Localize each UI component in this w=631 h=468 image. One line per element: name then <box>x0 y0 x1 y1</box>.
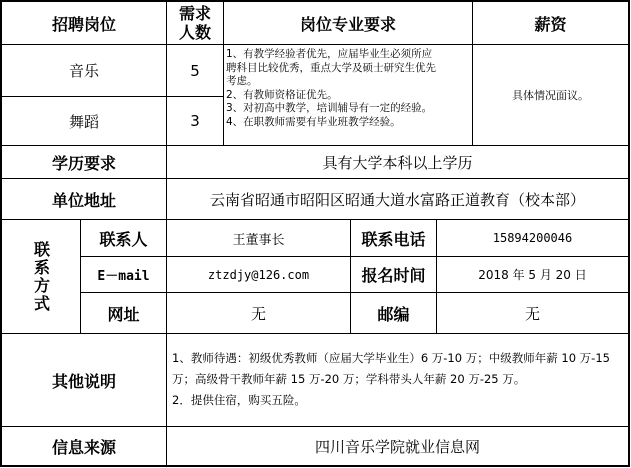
requirements-line: 3、对初高中教学，培训辅导有一定的经验。 <box>226 102 433 114</box>
address-value: 云南省昭通市昭阳区昭通大道水富路正道教育（校本部） <box>209 190 585 209</box>
source-value: 四川音乐学院就业信息网 <box>314 437 480 456</box>
requirements-line: 4、在职教师需要有毕业班教学经验。 <box>226 115 401 128</box>
requirements-line: 2、有教师资格证优先。 <box>226 88 338 101</box>
contact-person-value: 王董事长 <box>232 232 285 248</box>
contact-date-label: 报名时间 <box>361 266 426 285</box>
contact-postcode-value: 无 <box>524 304 540 323</box>
position-name: 音乐 <box>68 62 99 80</box>
education-label: 学历要求 <box>51 153 116 173</box>
contact-email-label: E－mail <box>97 269 150 284</box>
contact-date-value: 2018 年 5 月 20 日 <box>478 268 587 282</box>
other-line: 万；高级骨干教师年薪 15 万-20 万；学科带头人年薪 20 万-25 万。 <box>172 372 526 386</box>
contact-website-value: 无 <box>250 304 266 323</box>
salary-text: 具体情况面议。 <box>512 89 589 102</box>
contact-email-value[interactable]: ztzdjy@126.com <box>207 267 310 282</box>
contact-phone-value: 15894200046 <box>492 231 573 245</box>
contact-postcode-label: 邮编 <box>377 304 410 324</box>
source-label: 信息来源 <box>51 437 116 457</box>
education-value: 具有大学本科以上学历 <box>322 153 473 172</box>
header-salary: 薪资 <box>534 14 567 34</box>
header-requirements: 岗位专业要求 <box>299 14 396 34</box>
requirements-text <box>226 48 470 144</box>
other-label: 其他说明 <box>51 371 116 391</box>
contact-section-label-cell <box>2 220 80 333</box>
contact-section-label: 联系方式 <box>31 240 51 313</box>
other-text <box>172 348 627 424</box>
other-line: 1、教师待遇：初级优秀教师（应届大学毕业生）6 万-10 万；中级教师年薪 10 万-15 <box>172 351 610 365</box>
header-position: 招聘岗位 <box>51 14 116 34</box>
address-label: 单位地址 <box>51 190 116 210</box>
requirements-line: 考虑。 <box>226 75 258 87</box>
contact-website-label: 网址 <box>107 304 140 324</box>
contact-phone-label: 联系电话 <box>361 229 426 249</box>
header-count: 需求人数 <box>178 4 211 42</box>
position-count: 3 <box>190 112 200 130</box>
requirements-line: 聘科目比较优秀，重点大学及硕士研究生优先 <box>226 61 436 74</box>
position-count: 5 <box>190 61 200 80</box>
requirements-line: 1、有教学经验者优先，应届毕业生必须所应 <box>226 48 433 60</box>
other-line: 2．提供住宿，购买五险。 <box>172 393 306 407</box>
contact-person-label: 联系人 <box>99 229 148 249</box>
position-name: 舞蹈 <box>68 112 99 131</box>
